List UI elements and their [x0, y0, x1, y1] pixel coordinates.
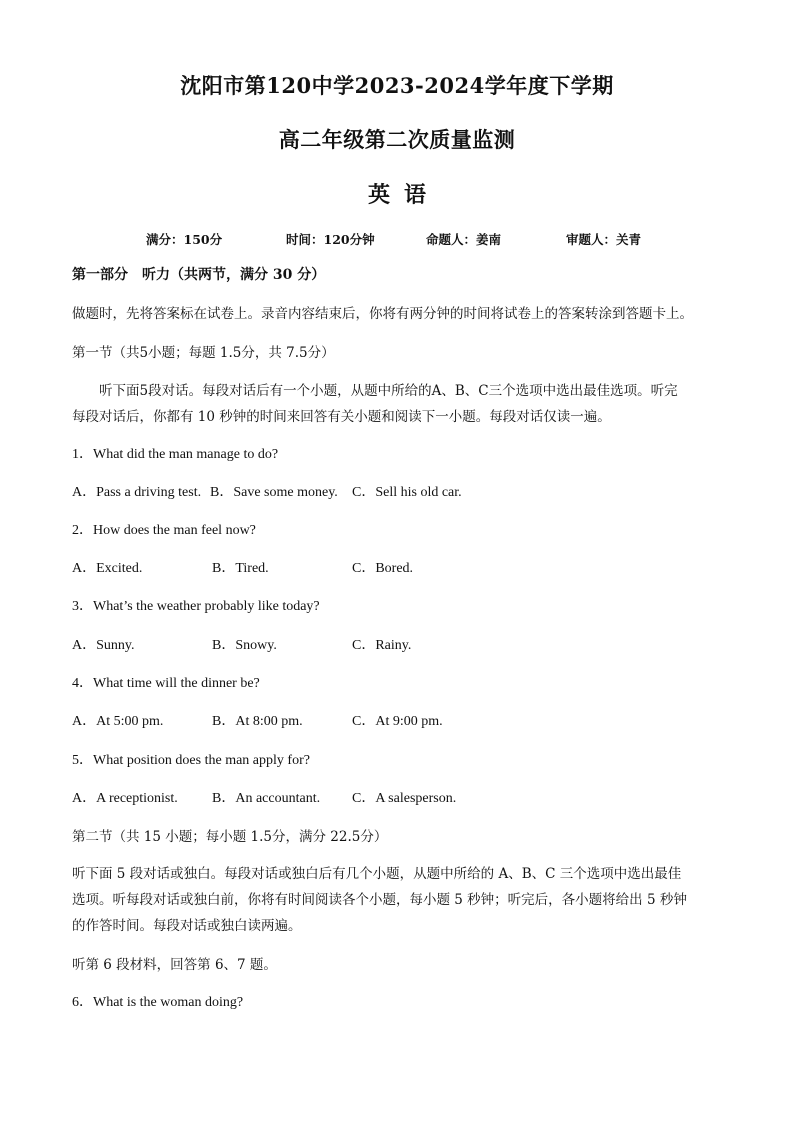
question-2: 2．How does the man feel now?: [72, 523, 256, 538]
part1-heading: 第一部分 听力（共两节，满分 30 分）: [72, 267, 326, 283]
section1-instruction-2: 每段对话后，你都有 10 秒钟的时间来回答有关小题和阅读下一小题。每段对话仅读一遍。: [72, 409, 611, 425]
option-3a: A．Sunny.: [72, 638, 135, 653]
section1-heading: 第一节（共5小题；每题 1.5分，共 7.5分）: [72, 345, 335, 361]
option-5c: C．A salesperson.: [352, 791, 457, 806]
option-4b: B．At 8:00 pm.: [212, 714, 303, 729]
option-2c: C．Bored.: [352, 561, 414, 576]
options-1: [72, 483, 722, 503]
question-4: 4．What time will the dinner be?: [72, 676, 260, 691]
section1-instruction-1: 听下面5段对话。每段对话后有一个小题，从题中所给的A、B、C三个选项中选出最佳选项。听完: [99, 383, 678, 399]
option-2b: B．Tired.: [212, 561, 269, 576]
subject-title: 英语: [367, 182, 440, 208]
option-5b: B．An accountant.: [212, 791, 321, 806]
author: 命题人：姜南: [426, 232, 502, 247]
question-6: 6．What is the woman doing?: [72, 995, 244, 1010]
exam-subtitle: 高二年级第二次质量监测: [278, 127, 516, 152]
section2-instruction-2: 选项。听每段对话或独白前，你将有时间阅读各个小题，每小题 5 秒钟；听完后，各小题将给出 5 秒钟: [72, 892, 687, 908]
option-5a: A．A receptionist.: [72, 791, 178, 806]
option-3b: B．Snowy.: [212, 638, 277, 653]
option-4c: C．At 9:00 pm.: [352, 714, 443, 729]
part1-instruction: 做题时，先将答案标在试卷上。录音内容结束后，你将有两分钟的时间将试卷上的答案转涂到答题卡上。: [72, 306, 693, 322]
option-3c: C．Rainy.: [352, 638, 412, 653]
option-2a: A．Excited.: [72, 561, 143, 576]
option-4a: A．At 5:00 pm.: [72, 714, 164, 729]
full-score: 满分：150分: [146, 232, 223, 247]
options-4: [72, 712, 722, 732]
section2-instruction-1: 听下面 5 段对话或独白。每段对话或独白后有几个小题，从题中所给的 A、B、C 三个选项中选出最佳: [72, 866, 682, 882]
section2-heading: 第二节（共 15 小题；每小题 1.5分，满分 22.5分）: [72, 829, 388, 845]
section2-instruction-3: 的作答时间。每段对话或独白读两遍。: [72, 918, 302, 934]
question-3: 3．What’s the weather probably like today?: [72, 599, 320, 614]
option-1a: A．Pass a driving test.: [72, 485, 202, 500]
options-3: [72, 636, 722, 656]
option-1b: B．Save some money.: [210, 485, 338, 500]
exam-meta: [0, 230, 794, 250]
material-6-heading: 听第 6 段材料，回答第 6、7 题。: [72, 957, 277, 973]
option-1c: C．Sell his old car.: [352, 485, 462, 500]
exam-title: 沈阳市第120中学2023-2024学年度下学期: [180, 73, 614, 98]
reviewer: 审题人：关青: [566, 232, 642, 247]
question-1: 1．What did the man manage to do?: [72, 447, 279, 462]
options-5: [72, 789, 722, 809]
question-5: 5．What position does the man apply for?: [72, 753, 310, 768]
exam-time: 时间：120分钟: [286, 232, 375, 247]
options-2: [72, 559, 722, 579]
